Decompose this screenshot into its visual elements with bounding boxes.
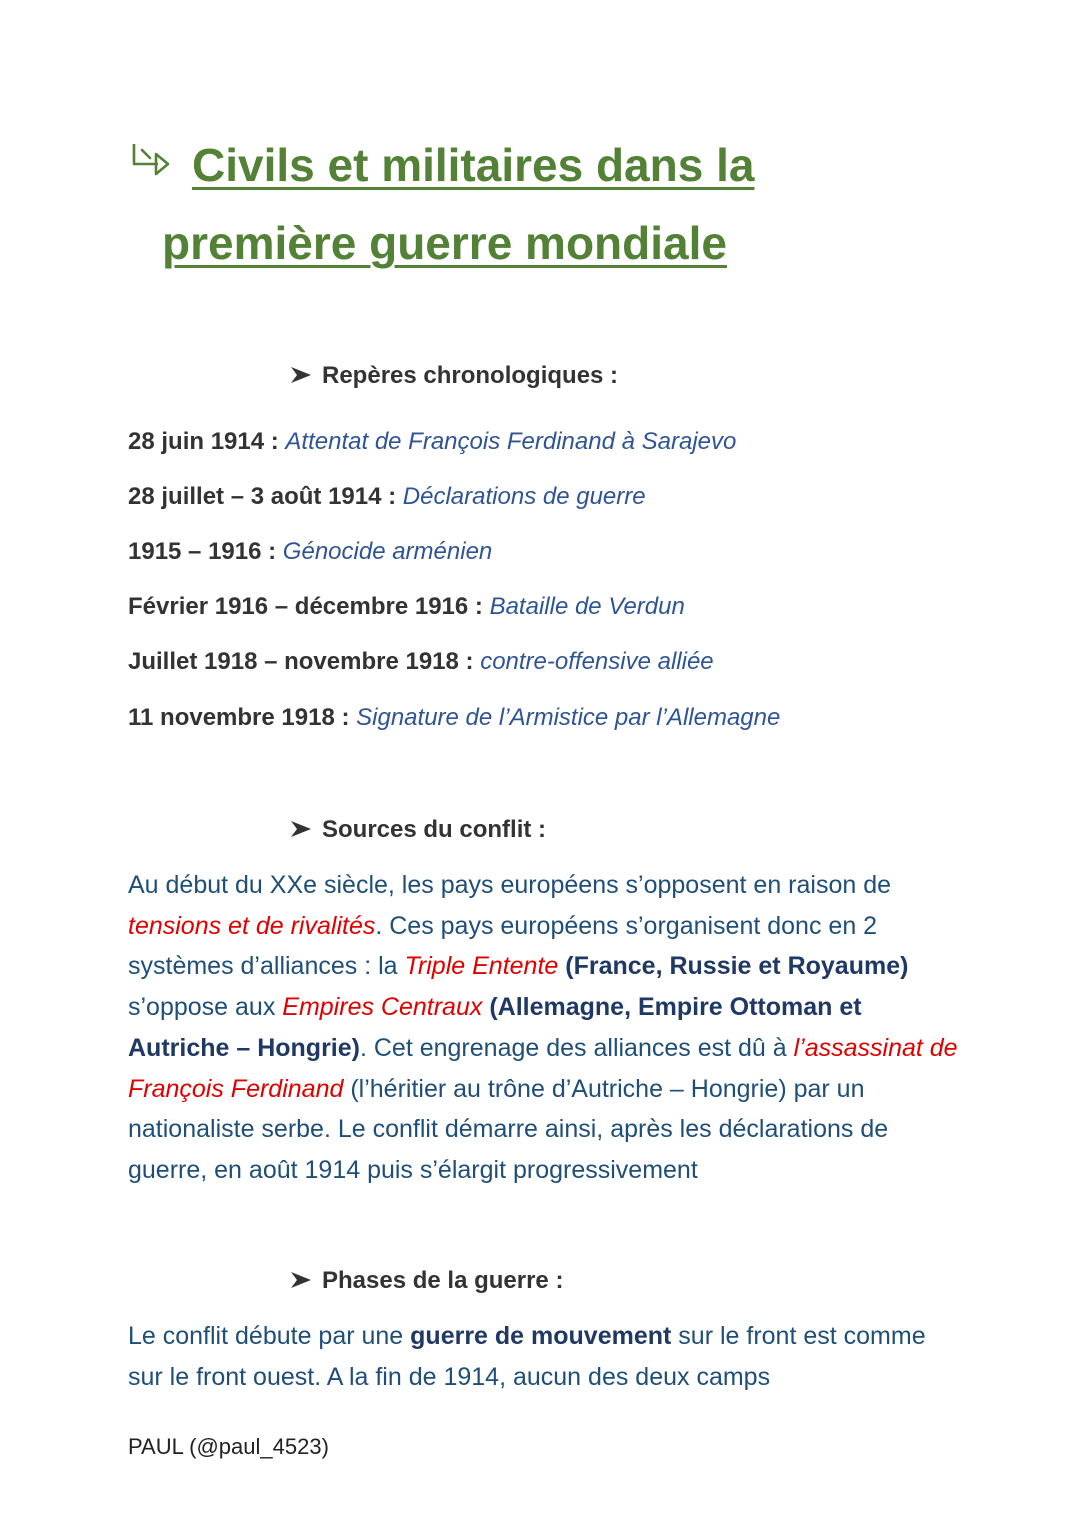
text-run: sur le front est comme sur le front ouest. A la fin de 1914, aucun des deux camps: [128, 1322, 926, 1391]
timeline-row: [128, 428, 736, 456]
page-title-line-1: Civils et militaires dans la: [192, 139, 755, 191]
timeline-event: contre-offensive alliée: [480, 648, 714, 675]
timeline-date: Février 1916 – décembre 1916 :: [128, 593, 483, 620]
timeline-date: Juillet 1918 – novembre 1918 :: [128, 648, 474, 675]
section-heading-label: Repères chronologiques :: [322, 362, 619, 389]
arrowhead-bullet-icon: [290, 366, 312, 384]
section-heading-phases: [290, 1267, 563, 1295]
section-heading-label: Sources du conflit :: [322, 816, 547, 843]
sources-paragraph: [128, 865, 958, 1191]
text-run: . Ces pays européens s’organisent donc en 2 systèmes d’alliances : la: [128, 911, 878, 981]
emphasis-red: Empires Centraux: [282, 993, 483, 1022]
timeline-row: [128, 593, 685, 621]
timeline-event: Signature de l’Armistice par l’Allemagne: [356, 704, 781, 731]
timeline-row: [128, 483, 646, 511]
section-heading-sources: [290, 816, 546, 844]
timeline-date: 28 juillet – 3 août 1914 :: [128, 483, 397, 510]
corner-arrow-icon: [128, 140, 172, 184]
emphasis-red: tensions et de rivalités: [128, 911, 376, 940]
emphasis-bold: guerre de mouvement: [410, 1322, 672, 1350]
text-run: Le conflit débute par une: [128, 1322, 411, 1350]
arrowhead-bullet-icon: [290, 1271, 312, 1289]
timeline-event: Déclarations de guerre: [402, 483, 646, 510]
section-heading-chronology: [290, 362, 618, 390]
timeline-date: 28 juin 1914 :: [128, 428, 279, 455]
timeline-date: 1915 – 1916 :: [128, 538, 277, 565]
timeline-event: Attentat de François Ferdinand à Sarajevo: [285, 428, 737, 455]
phases-paragraph: [128, 1316, 958, 1397]
emphasis-bold: (France, Russie et Royaume): [565, 952, 909, 981]
text-run: . Cet engrenage des alliances est dû à: [359, 1033, 794, 1062]
text-run: Au début du XXe siècle, les pays européens s’opposent en raison de: [128, 871, 892, 899]
footer-author: PAUL (@paul_4523): [128, 1434, 329, 1459]
timeline-row: [128, 704, 780, 732]
timeline-row: [128, 538, 492, 566]
emphasis-red: l’assassinat de François Ferdinand: [128, 1033, 958, 1103]
emphasis-bold: (Allemagne, Empire Ottoman et Autriche – Hongrie): [128, 993, 862, 1062]
emphasis-red: Triple Entente: [404, 952, 559, 981]
timeline-date: 11 novembre 1918 :: [128, 704, 350, 731]
arrowhead-bullet-icon: [290, 820, 312, 838]
text-run: s’oppose aux: [128, 993, 283, 1022]
timeline-event: Bataille de Verdun: [489, 593, 685, 620]
text-run: (l’héritier au trône d’Autriche – Hongrie) par un nationaliste serbe. Le conflit démarre ainsi, après les déclarations de guerre, en août 1914 puis s’élargit progressivement: [128, 1074, 889, 1184]
section-heading-label: Phases de la guerre :: [322, 1267, 564, 1294]
page-title-line-2: première guerre mondiale: [162, 217, 727, 269]
timeline-row: [128, 648, 714, 676]
timeline-event: Génocide arménien: [282, 538, 493, 565]
